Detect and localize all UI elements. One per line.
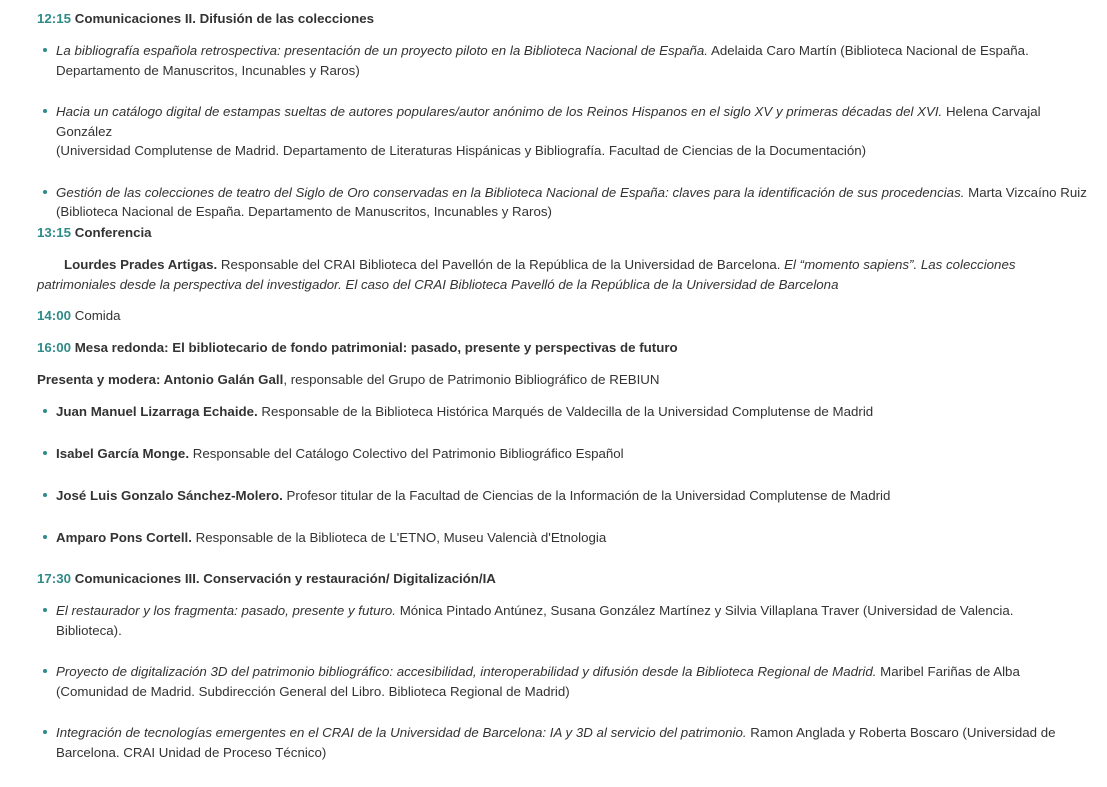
paper-authors-cont: Departamento de Manuscritos, Incunables y Raros) <box>56 62 360 78</box>
session-heading <box>37 569 496 589</box>
paper-title: Integración de tecnologías emergentes en el CRAI de la Universidad de Barcelona: IA y 3D al servicio del patrimonio. <box>56 725 747 740</box>
bullet-icon <box>43 190 47 194</box>
conference-description <box>37 255 1057 294</box>
talk-title-cont: patrimoniales desde la perspectiva del investigador. El caso del CRAI Biblioteca Pavelló de la República de la Universidad de Barcelona <box>37 276 839 292</box>
session-title: Mesa redonda: El bibliotecario de fondo patrimonial: pasado, presente y perspectivas de futuro <box>74 340 678 355</box>
session-time: 17:30 <box>37 571 72 586</box>
paper-authors: Helena Carvajal González <box>56 104 1041 139</box>
session-title: Comida <box>74 308 121 323</box>
speaker-role: Responsable del CRAI Biblioteca del Pavellón de la República de la Universidad de Barcelona. <box>217 257 785 272</box>
bullet-icon <box>43 730 47 734</box>
moderator-line <box>37 370 660 390</box>
paper-title: Proyecto de digitalización 3D del patrimonio bibliográfico: accesibilidad, interoperabilidad y difusión desde la Biblioteca Regional de Madrid. <box>56 664 877 679</box>
list-item <box>37 723 1087 762</box>
paper-authors-cont: (Biblioteca Nacional de España. Departamento de Manuscritos, Incunables y Raros) <box>56 204 552 219</box>
moderator-role: , responsable del Grupo de Patrimonio Bibliográfico de REBIUN <box>283 372 660 387</box>
session-heading <box>37 338 678 358</box>
bullet-icon <box>43 409 47 413</box>
list-item <box>37 444 1087 464</box>
paper-authors-cont: Barcelona. CRAI Unidad de Proceso Técnico) <box>56 744 327 760</box>
paper-authors-cont: (Comunidad de Madrid. Subdirección General del Libro. Biblioteca Regional de Madrid) <box>56 683 570 699</box>
list-item <box>37 183 1087 222</box>
panelist-name: Juan Manuel Lizarraga Echaide. <box>56 404 258 419</box>
panelist-name: Isabel García Monge. <box>56 446 190 461</box>
session-title: Comunicaciones II. Difusión de las colecciones <box>74 11 374 26</box>
paper-title: El restaurador y los fragmenta: pasado, presente y futuro. <box>56 603 396 618</box>
speaker-name: Lourdes Prades Artigas. <box>64 257 218 272</box>
bullet-icon <box>43 669 47 673</box>
session-heading <box>37 9 374 29</box>
paper-title: La bibliografía española retrospectiva: presentación de un proyecto piloto en la Biblioteca Nacional de España. <box>56 43 708 58</box>
panelist-role: Responsable del Catálogo Colectivo del Patrimonio Bibliográfico Español <box>189 446 624 461</box>
paper-authors-cont: Biblioteca). <box>56 622 122 638</box>
bullet-icon <box>43 493 47 497</box>
list-item <box>37 486 1087 506</box>
session-time: 14:00 <box>37 308 72 323</box>
list-item <box>37 102 1087 161</box>
session-list <box>37 601 1087 762</box>
list-item <box>37 41 1087 80</box>
session-title: Comunicaciones III. Conservación y restauración/ Digitalización/IA <box>74 571 496 586</box>
panelist-role: Responsable de la Biblioteca Histórica Marqués de Valdecilla de la Universidad Complutense de Madrid <box>257 404 874 419</box>
bullet-icon <box>43 109 47 113</box>
list-item <box>37 601 1087 640</box>
session-title: Conferencia <box>74 225 152 240</box>
list-item <box>37 528 1087 548</box>
session-heading <box>37 223 152 243</box>
session-time: 12:15 <box>37 11 72 26</box>
paper-authors: Ramon Anglada y Roberta Boscaro (Universidad de <box>746 725 1056 740</box>
session-heading <box>37 306 121 326</box>
bullet-icon <box>43 608 47 612</box>
session-time: 13:15 <box>37 225 72 240</box>
panelist-role: Profesor titular de la Facultad de Ciencias de la Información de la Universidad Complutense de Madrid <box>282 488 891 503</box>
moderator-label: Presenta y modera: Antonio Galán Gall <box>37 372 284 387</box>
bullet-icon <box>43 535 47 539</box>
paper-authors: Adelaida Caro Martín (Biblioteca Nacional de España. <box>707 43 1029 58</box>
session-time: 16:00 <box>37 340 72 355</box>
paper-authors-cont: (Universidad Complutense de Madrid. Departamento de Literaturas Hispánicas y Bibliografía. Facultad de Ciencias de la Documentación) <box>56 143 867 158</box>
paper-authors: Marta Vizcaíno Ruiz <box>964 184 1087 200</box>
paper-title: Gestión de las colecciones de teatro del Siglo de Oro conservadas en la Biblioteca Nacional de España: claves para la identificación de sus procedencias. <box>56 184 965 200</box>
paper-authors: Mónica Pintado Antúnez, Susana González Martínez y Silvia Villaplana Traver (Universidad de Valencia. <box>396 603 1014 618</box>
panelist-role: Responsable de la Biblioteca de L'ETNO, Museu Valencià d'Etnologia <box>191 530 607 545</box>
panelist-name: Amparo Pons Cortell. <box>56 530 192 545</box>
list-item <box>37 662 1087 701</box>
list-item <box>37 402 1087 422</box>
panel-list <box>37 402 1087 548</box>
panelist-name: José Luis Gonzalo Sánchez-Molero. <box>56 488 283 503</box>
paper-title: Hacia un catálogo digital de estampas sueltas de autores populares/autor anónimo de los Reinos Hispanos en el siglo XV y primeras décadas del XVI. <box>56 104 943 119</box>
talk-title: El “momento sapiens”. Las colecciones <box>784 257 1016 272</box>
bullet-icon <box>43 48 47 52</box>
session-list <box>37 41 1087 222</box>
paper-authors: Maribel Fariñas de Alba <box>876 664 1020 679</box>
bullet-icon <box>43 451 47 455</box>
